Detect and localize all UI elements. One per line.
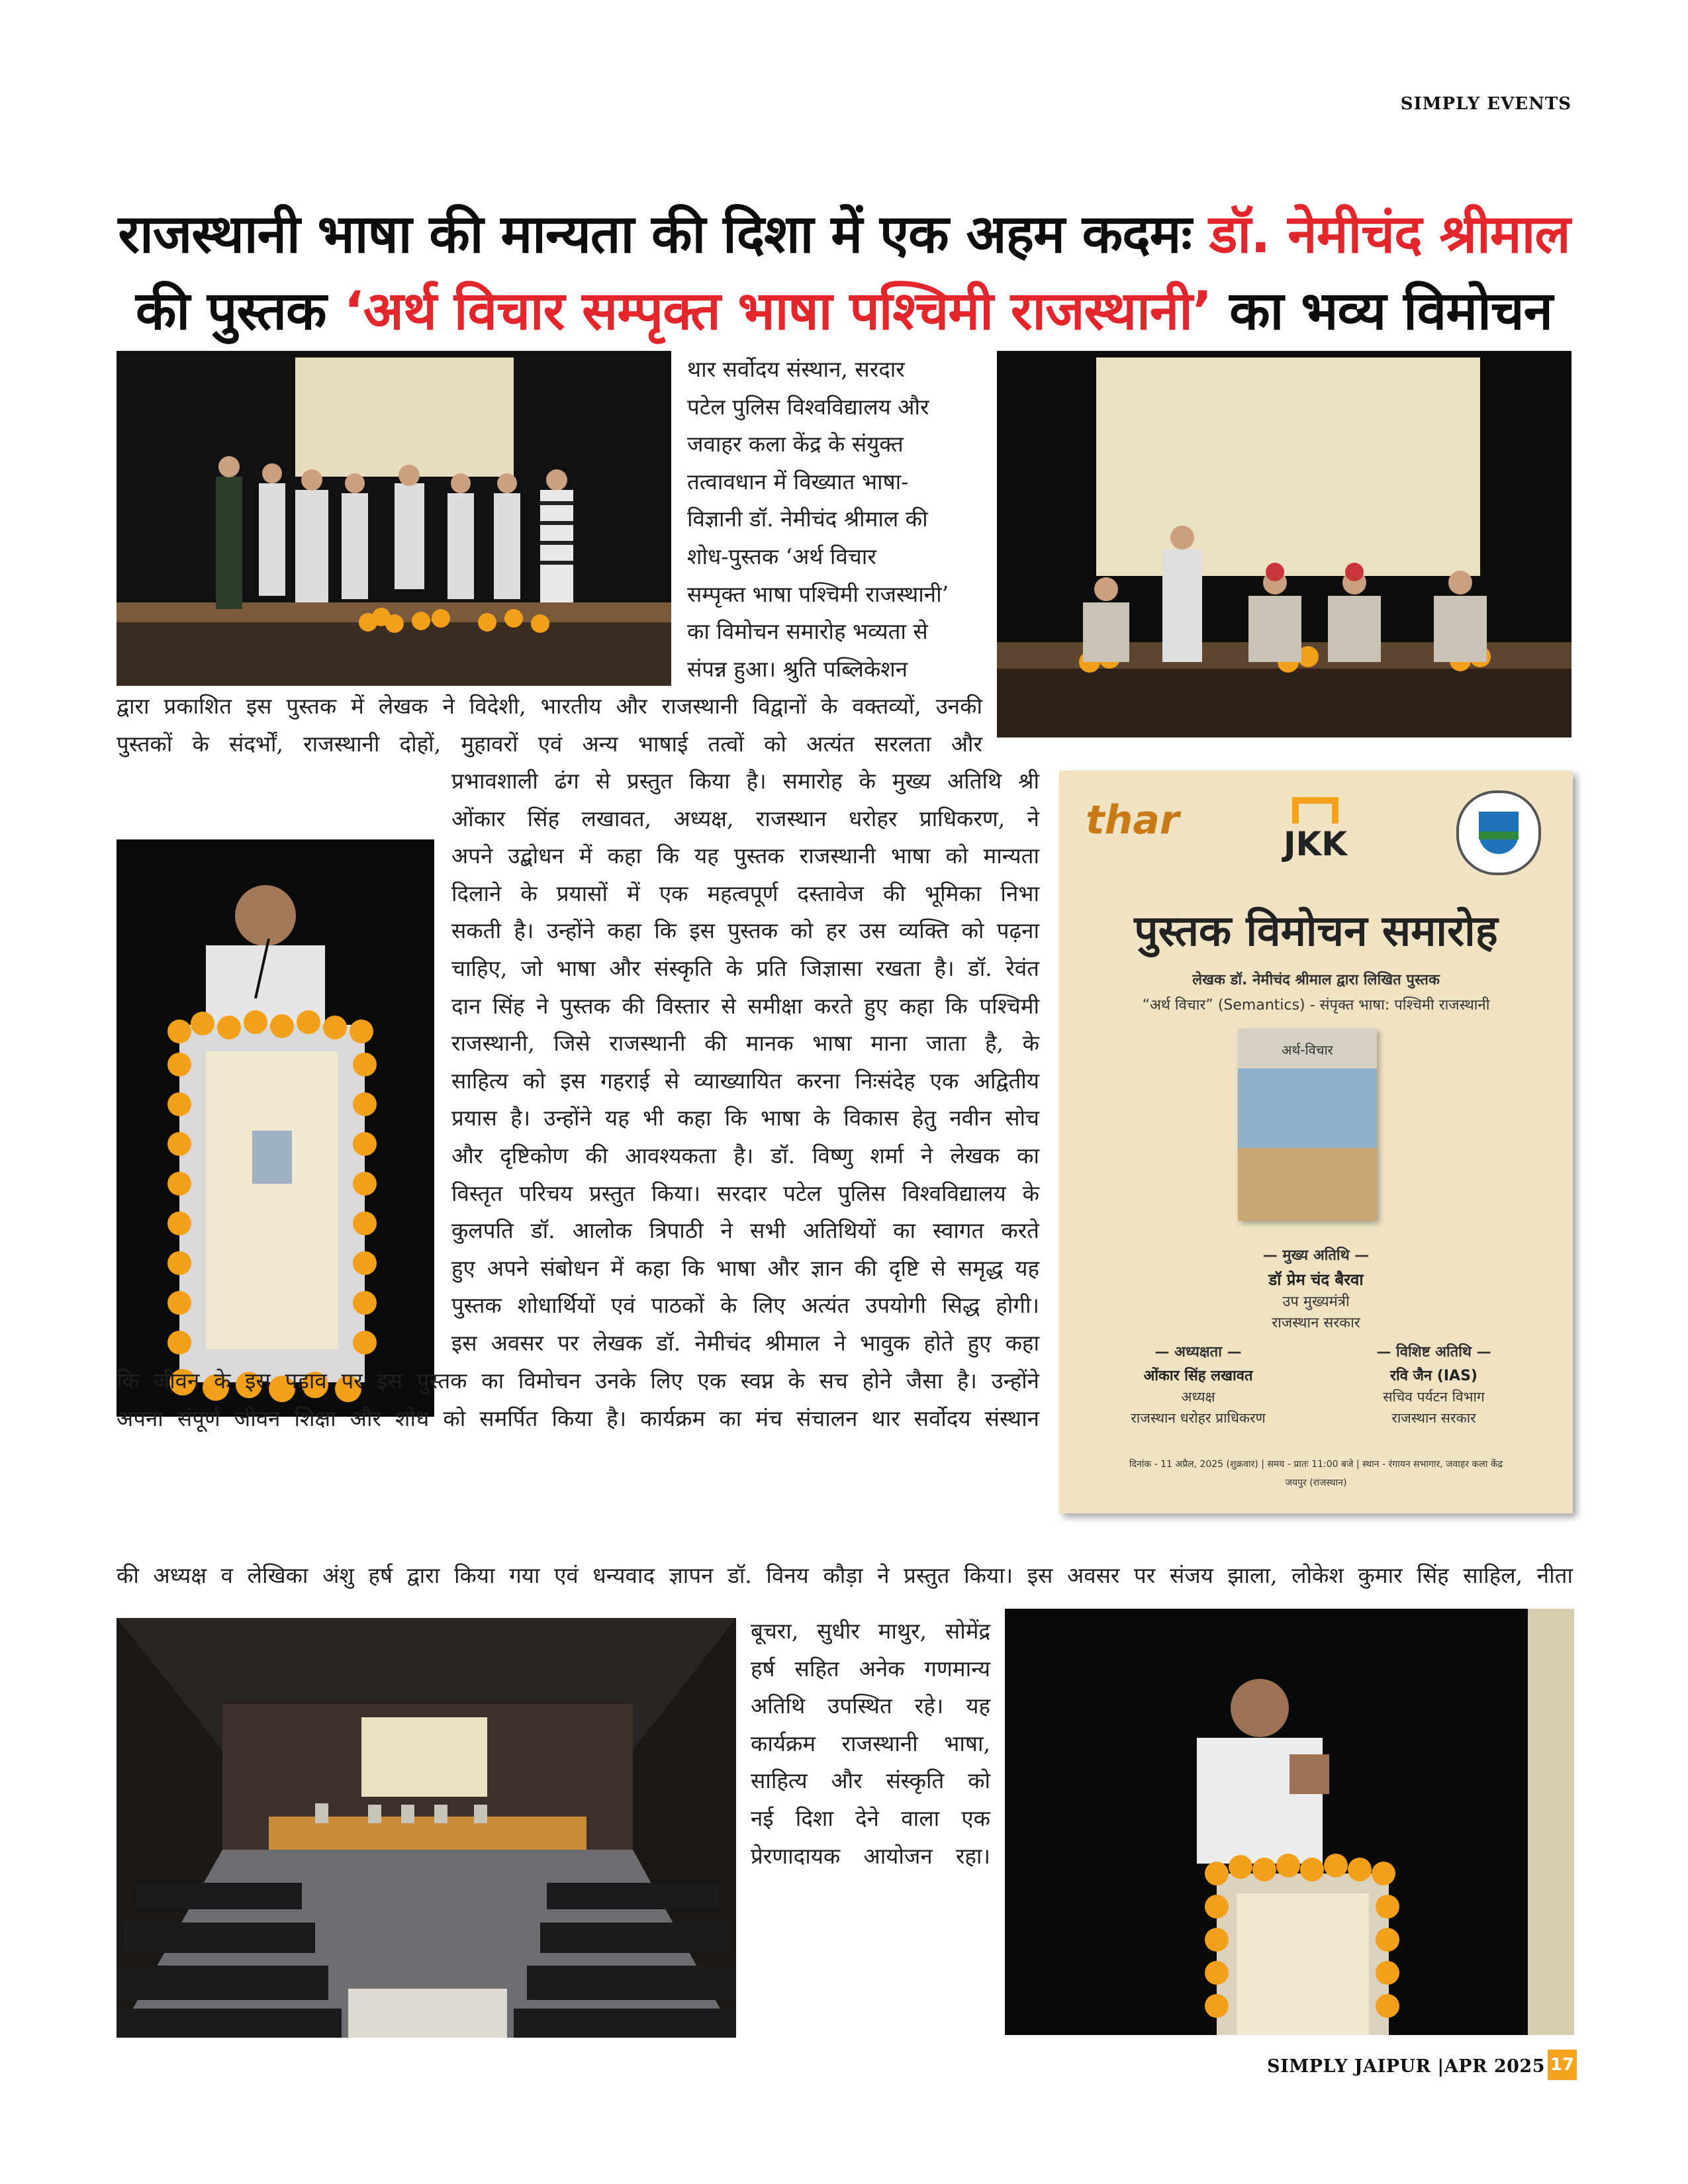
photo-book-release-image bbox=[117, 351, 671, 686]
chair-heading: — अध्यक्षता — bbox=[1154, 1344, 1242, 1360]
banner-title: पुस्तक विमोचन समारोह bbox=[1134, 907, 1498, 956]
photo-speaker-podium bbox=[117, 839, 434, 1417]
photo-young-speaker bbox=[1005, 1609, 1574, 2035]
headline-line-2-red: ‘अर्थ विचार सम्पृक्त भाषा पश्चिमी राजस्थानी’ bbox=[344, 280, 1212, 342]
article-line: प्रेरणादायक आयोजन रहा। bbox=[751, 1842, 990, 1869]
university-seal-icon bbox=[1456, 790, 1541, 875]
article-line: जवाहर कला केंद्र के संयुक्त bbox=[687, 431, 904, 457]
article-col-end bbox=[751, 1613, 990, 1875]
article-line: थार सर्वोदय संस्थान, सरदार bbox=[687, 356, 905, 382]
headline-line-2 bbox=[99, 273, 1589, 350]
article-line: हुए अपने संबोधन में कहा कि भाषा और ज्ञान की दृष्टि से समृद्ध यह bbox=[451, 1255, 1039, 1281]
article-line: प्रयास है। उन्होंने यह भी कहा कि भाषा के विकास हेतु नवीन सोच bbox=[451, 1105, 1039, 1131]
section-tag: SIMPLY EVENTS bbox=[1400, 94, 1571, 114]
photo-stage-panel-image bbox=[997, 351, 1571, 737]
article-line: बूचरा, सुधीर माथुर, सोमेंद्र bbox=[751, 1618, 990, 1644]
chief-guest-post: उप मुख्यमंत्री bbox=[1282, 1294, 1350, 1310]
article-mid bbox=[451, 763, 1039, 1362]
photo-stage-panel bbox=[997, 351, 1571, 737]
article-span3 bbox=[117, 1557, 1573, 1595]
article-line: कुलपति डॉ. आलोक त्रिपाठी ने सभी अतिथियों का स्वागत करते bbox=[451, 1217, 1039, 1244]
article-line: इस अवसर पर लेखक डॉ. नेमीचंद श्रीमाल ने भावुक होते हुए कहा bbox=[451, 1329, 1039, 1356]
photo-auditorium-image bbox=[117, 1618, 736, 2038]
article-line: अतिथि उपस्थित रहे। यह bbox=[751, 1693, 990, 1719]
article-line: साहित्य और संस्कृति को bbox=[751, 1768, 990, 1794]
article-line: तत्वावधान में विख्यात भाषा- bbox=[687, 468, 909, 495]
banner-jkk-logo bbox=[1272, 797, 1358, 870]
article-line: कि जीवन के इस पड़ाव पर इस पुस्तक का विमोचन उनके लिए एक स्वप्न के सच होने जैसा है। उन्होंने bbox=[117, 1368, 1039, 1394]
article-line: और दृष्टिकोण की आवश्यकता है। डॉ. विष्णु शर्मा ने लेखक का bbox=[451, 1142, 1039, 1168]
banner-sub-2-3: “अर्थ विचार” (Semantics) - संपृक्त भाषा: पश्चिमी राजस्थानी bbox=[1142, 997, 1490, 1014]
special-guest-name: रवि जैन (IAS) bbox=[1390, 1368, 1477, 1384]
banner-city: जयपुर (राजस्थान) bbox=[1285, 1478, 1347, 1488]
article-line: विज्ञानी डॉ. नेमीचंद श्रीमाल की bbox=[687, 506, 928, 532]
article-span1 bbox=[117, 688, 982, 763]
special-guest-post: सचिव पर्यटन विभाग bbox=[1383, 1389, 1485, 1405]
article-line: राजस्थानी, जिसे राजस्थानी की मानक भाषा माना जाता है, के bbox=[451, 1030, 1039, 1057]
headline-line-2-black-a: की पुस्तक bbox=[135, 280, 344, 342]
photo-speaker-podium-image bbox=[117, 839, 434, 1417]
photo-young-speaker-image bbox=[1005, 1609, 1574, 2035]
book-cover-title: अर्थ-विचार bbox=[1282, 1042, 1333, 1058]
chief-guest-heading-text: मुख्य अतिथि bbox=[1282, 1247, 1350, 1264]
article-line: अपना संपूर्ण जीवन शिक्षा और शोध को समर्पित किया है। कार्यक्रम का मंच संचालन थार सर्वोदय संस्थान bbox=[117, 1405, 1039, 1431]
special-guest-heading: — विशिष्ट अतिथि — bbox=[1376, 1344, 1491, 1360]
article-line: दिलाने के प्रयासों में एक महत्वपूर्ण दस्तावेज की भूमिका निभा bbox=[451, 880, 1039, 906]
headline bbox=[99, 196, 1589, 350]
article-line: हर्ष सहित अनेक गणमान्य bbox=[751, 1655, 990, 1682]
headline-line-2-black-b: का भव्य विमोचन bbox=[1211, 280, 1553, 342]
chair-post: अध्यक्ष bbox=[1181, 1389, 1215, 1405]
banner-jkk-text: JKK bbox=[1283, 825, 1348, 863]
page-number-badge: 17 bbox=[1548, 2050, 1577, 2080]
banner-sub-3: संपृक्त भाषा: पश्चिमी राजस्थानी bbox=[1319, 997, 1490, 1014]
chair-heading-text: अध्यक्षता bbox=[1174, 1344, 1222, 1360]
article-line: अपने उद्बोधन में कहा कि यह पुस्तक राजस्थानी भाषा को मान्यता bbox=[451, 843, 1039, 869]
article-line: विस्तृत परिचय प्रस्तुत किया। सरदार पटेल पुलिस विश्वविद्यालय के bbox=[451, 1180, 1039, 1206]
headline-line-1-red: डॉ. नेमीचंद श्रीमाल bbox=[1209, 203, 1570, 265]
footer-publication: SIMPLY JAIPUR |APR 2025 bbox=[1267, 2056, 1545, 2077]
article-line: सम्पृक्त भाषा पश्चिमी राजस्थानी’ bbox=[687, 581, 949, 607]
article-line: चाहिए, जो भाषा और संस्कृति के प्रति जिज्ञासा रखता है। डॉ. रेवंत bbox=[451, 955, 1039, 981]
banner-thar-logo: thar bbox=[1086, 797, 1180, 843]
article-line: संपन्न हुआ। श्रुति पब्लिकेशन bbox=[687, 655, 908, 682]
banner-date-line: दिनांक - 11 अप्रैल, 2025 (शुक्रवार) | समय - प्रातः 11:00 बजे | स्थान - रंगायन सभागार, जवाहर कला केंद्र bbox=[1129, 1459, 1503, 1470]
article-line: शोध-पुस्तक ‘अर्थ विचार bbox=[687, 543, 876, 569]
article-line: पुस्तकों के संदर्भों, राजस्थानी दोहों, मुहावरों एवं अन्य भाषाई तत्वों को अत्यंत सरलता और bbox=[117, 730, 982, 757]
special-guest-heading-text: विशिष्ट अतिथि bbox=[1396, 1344, 1472, 1360]
photo-book-release bbox=[117, 351, 671, 686]
article-line: नई दिशा देने वाला एक bbox=[751, 1805, 990, 1831]
article-line: पुस्तक शोधार्थियों एवं पाठकों के लिए अत्यंत उपयोगी सिद्ध होगी। bbox=[451, 1292, 1039, 1319]
article-line: का विमोचन समारोह भव्यता से bbox=[687, 618, 928, 645]
banner-sub-1: लेखक डॉ. नेमीचंद श्रीमाल द्वारा लिखित पुस्तक bbox=[1192, 972, 1440, 988]
event-banner bbox=[1059, 771, 1573, 1513]
chief-guest-heading: — मुख्य अतिथि — bbox=[1262, 1247, 1370, 1264]
special-guest-org: राजस्थान सरकार bbox=[1391, 1410, 1476, 1426]
article-line: साहित्य को इस गहराई से व्याख्यायित करना निःसंदेह एक अद्वितीय bbox=[451, 1067, 1039, 1094]
article-span2 bbox=[117, 1362, 1039, 1437]
chief-guest-org: राजस्थान सरकार bbox=[1272, 1315, 1360, 1331]
article-line: दान सिंह ने पुस्तक की विस्तार से समीक्षा करते हुए कहा कि पश्चिमी bbox=[451, 992, 1039, 1019]
article-col1 bbox=[687, 351, 982, 688]
photo-auditorium bbox=[117, 1618, 736, 2038]
article-line: ओंकार सिंह लखावत, अध्यक्ष, राजस्थान धरोहर प्राधिकरण, ने bbox=[451, 805, 1039, 831]
headline-line-1-black: राजस्थानी भाषा की मान्यता की दिशा में एक अहम कदमः bbox=[118, 203, 1209, 265]
jkk-arch-icon bbox=[1292, 797, 1338, 824]
article-line: सकती है। उन्होंने कहा कि इस पुस्तक को हर उस व्यक्ति को पढ़ना bbox=[451, 918, 1039, 944]
article-line: द्वारा प्रकाशित इस पुस्तक में लेखक ने विदेशी, भारतीय और राजस्थानी विद्वानों के वक्तव्यों, उनकी bbox=[117, 693, 982, 719]
chief-guest-name: डॉ प्रेम चंद बैरवा bbox=[1268, 1270, 1364, 1289]
book-cover bbox=[1238, 1029, 1377, 1221]
article-line: पटेल पुलिस विश्वविद्यालय और bbox=[687, 393, 929, 420]
article-line: प्रभावशाली ढंग से प्रस्तुत किया है। समारोह के मुख्य अतिथि श्री bbox=[451, 768, 1039, 794]
banner-sub-2: “अर्थ विचार” (Semantics) bbox=[1142, 997, 1305, 1014]
article-line: कार्यक्रम राजस्थानी भाषा, bbox=[751, 1730, 990, 1756]
chair-name: ओंकार सिंह लखावत bbox=[1143, 1368, 1253, 1384]
chair-org: राजस्थान धरोहर प्राधिकरण bbox=[1131, 1410, 1266, 1426]
headline-line-1 bbox=[99, 196, 1589, 273]
article-line: की अध्यक्ष व लेखिका अंशु हर्ष द्वारा किया गया एवं धन्यवाद ज्ञापन डॉ. विनय कौड़ा ने प्रस्तुत किया। इस अवसर पर संजय झाला, लोकेश कुमार सिंह साहिल, नीता bbox=[117, 1562, 1573, 1588]
